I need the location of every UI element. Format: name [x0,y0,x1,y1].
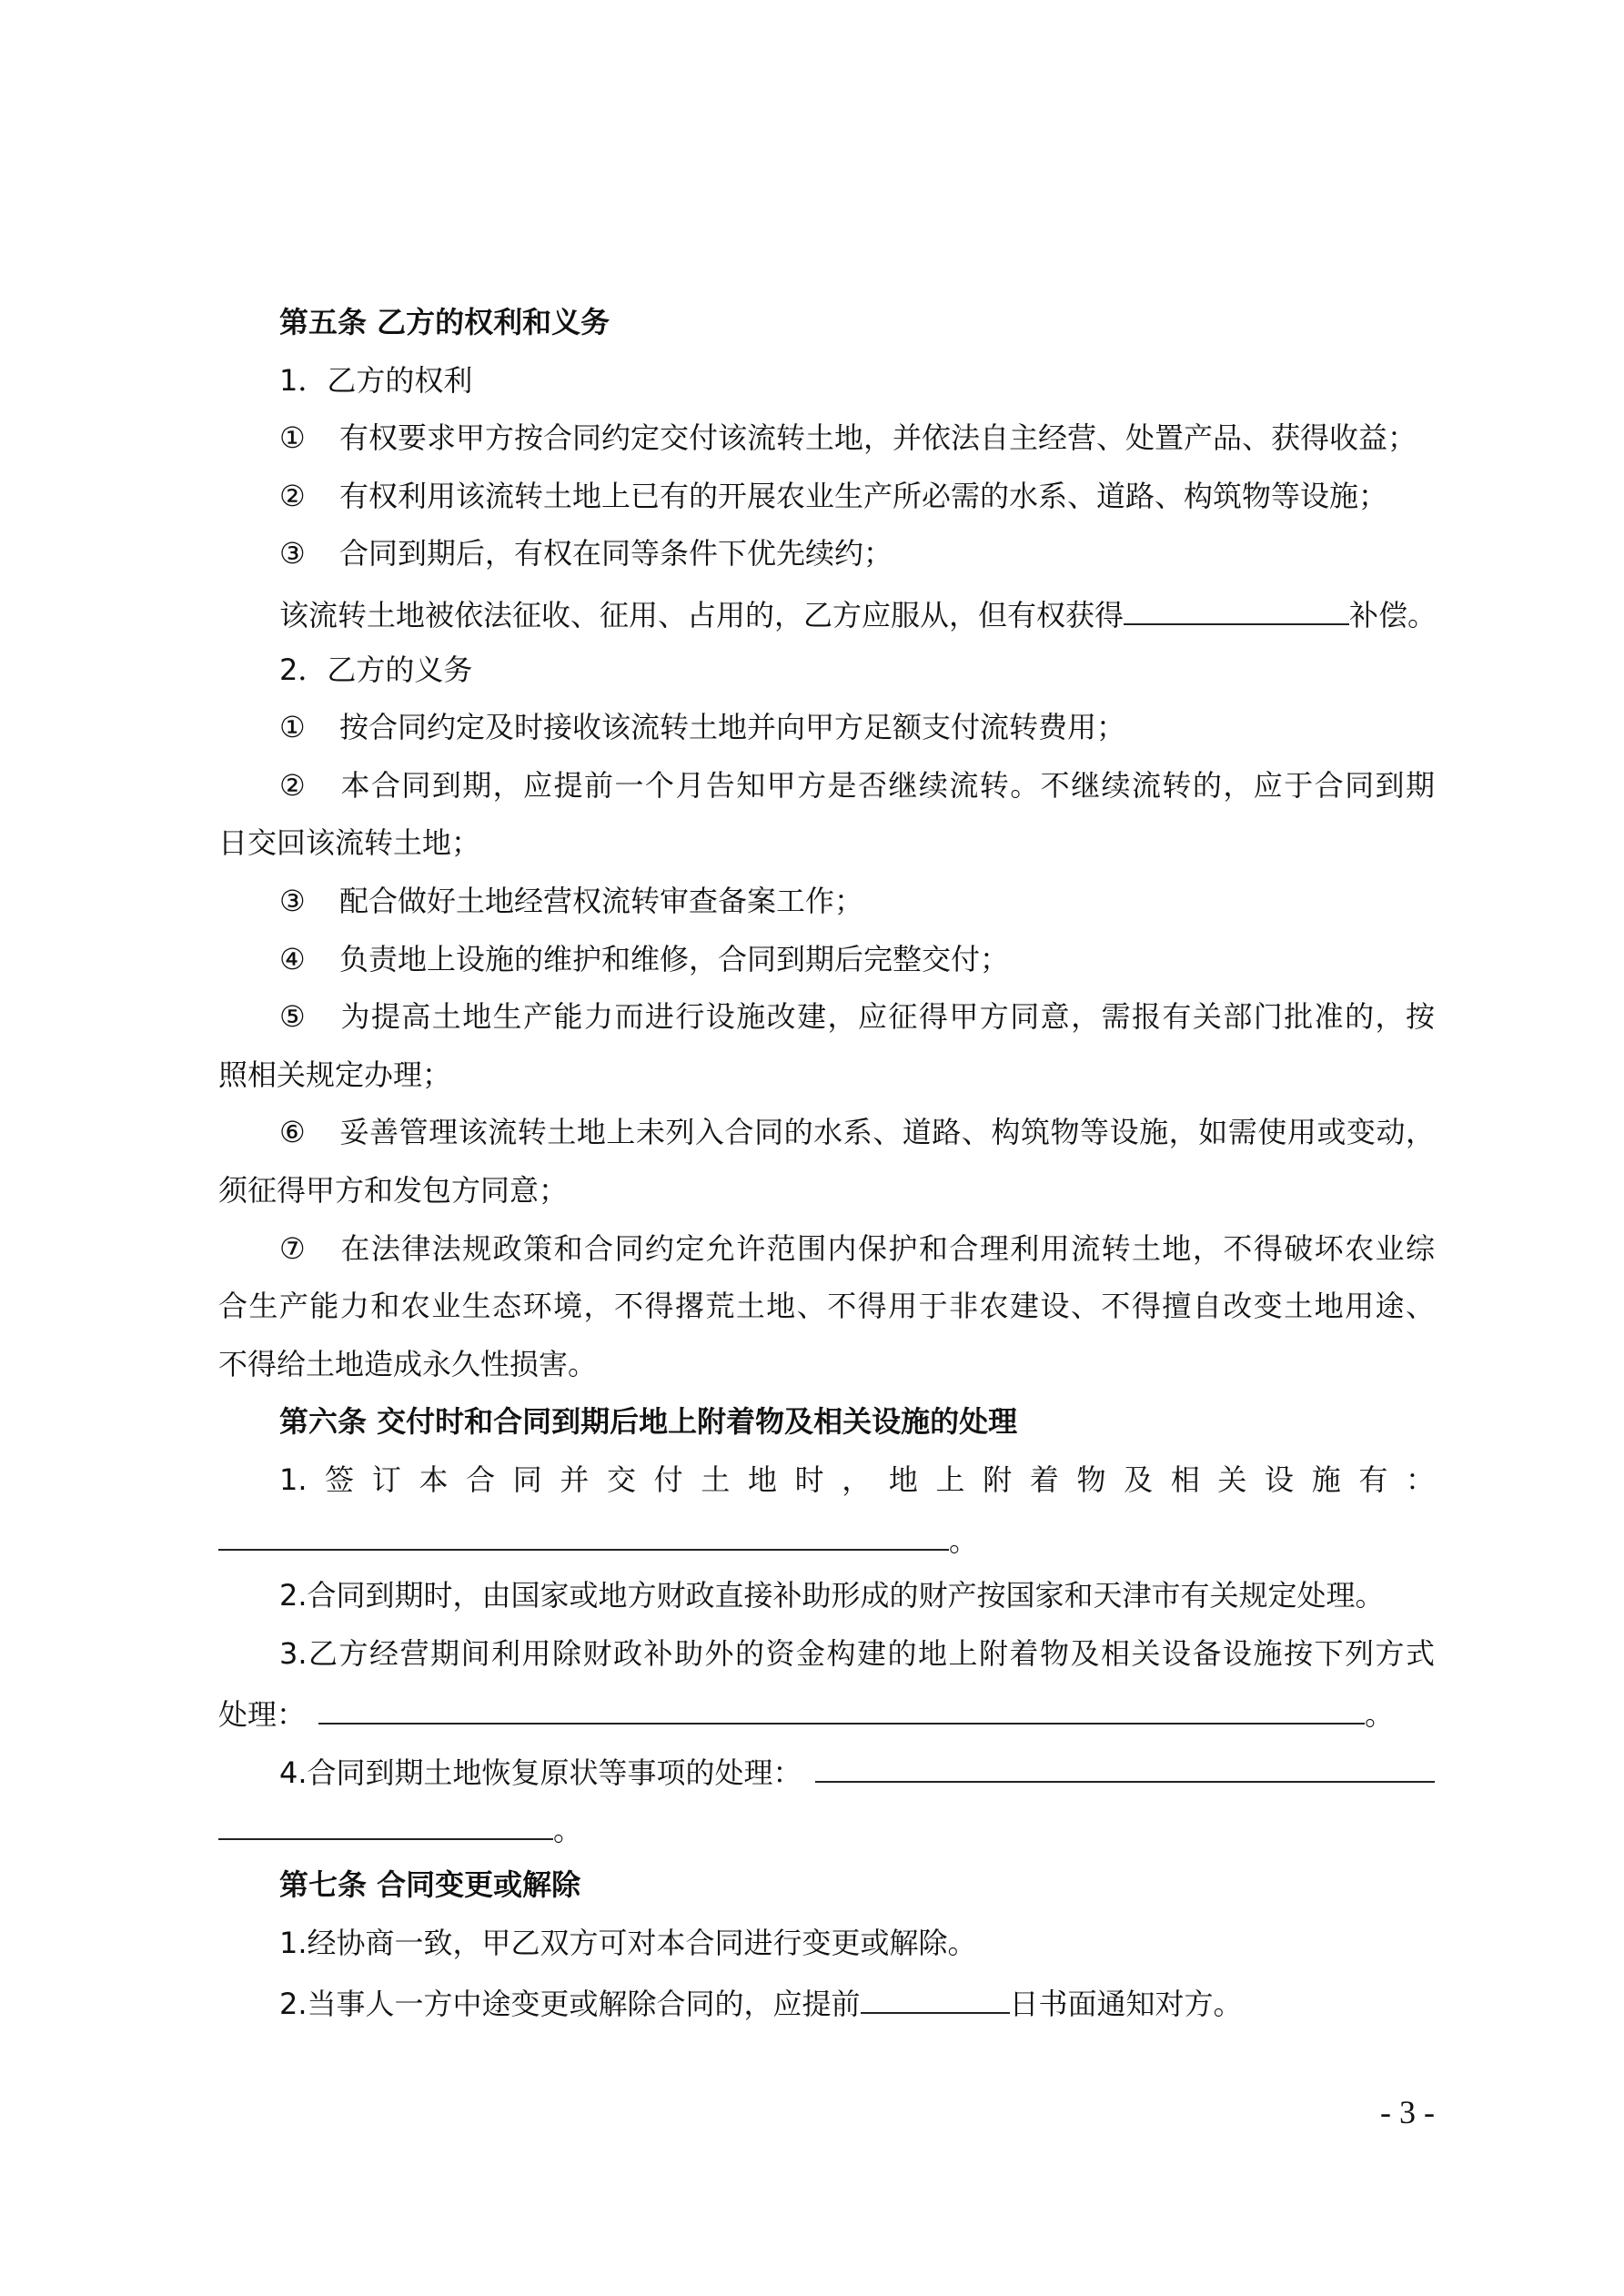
item-number: ① [279,710,306,745]
fill-blank[interactable] [218,1798,553,1840]
item-text: 有权利用该流转土地上已有的开展农业生产所必需的水系、道路、构筑物等设施； [339,478,1388,513]
duty-item-6 [218,1104,1435,1162]
item-number: ④ [279,941,306,976]
item-text: 合同到期后，有权在同等条件下优先续约； [339,536,893,571]
item-text: 配合做好土地经营权流转审查备案工作； [339,883,864,918]
period: 。 [949,1523,979,1559]
fill-blank[interactable] [1124,583,1349,625]
duty-item-1 [218,699,1435,757]
duty-item-2 [218,757,1435,815]
duty-item-7 [218,1220,1435,1279]
item-number: ② [279,767,306,803]
item-number: ⑥ [279,1115,306,1150]
fill-blank[interactable] [218,1509,949,1551]
right-item-1 [218,410,1435,468]
item-text: 补偿。 [1349,597,1437,632]
page-number: - 3 - [1380,2094,1435,2130]
article-6-heading: 第六条 交付时和合同到期后地上附着物及相关设施的处理 [279,1404,1018,1440]
duty-item-3 [218,873,1435,931]
right-item-4 [218,583,1435,642]
duty-item-7-cont-2: 不得给土地造成永久性损害。 [218,1346,598,1381]
item-text: 在法律法规政策和合同约定允许范围内保护和合理利用流转土地，不得破坏农业综 [339,1230,1435,1266]
art7-item-1: 1.经协商一致，甲乙双方可对本合同进行变更或解除。 [279,1925,977,1960]
item-number: ⑤ [279,999,306,1035]
item-number: ② [279,478,306,513]
item-text: 2.当事人一方中途变更或解除合同的，应提前 [279,1987,861,2022]
item-number: ① [279,420,306,456]
item-number: ③ [279,536,306,571]
right-item-2 [218,468,1435,526]
duty-item-5-cont: 照相关规定办理； [218,1057,452,1092]
art6-item-1-blank-line [218,1509,1435,1567]
item-text: 为提高土地生产能力而进行设施改建，应征得甲方同意，需报有关部门批准的，按 [339,999,1435,1035]
article-5-heading: 第五条 乙方的权利和义务 [279,305,610,339]
period: 。 [1365,1697,1395,1733]
duty-item-7-cont: 合生产能力和农业生态环境，不得撂荒土地、不得用于非农建设、不得擅自改变土地用途、 [218,1289,1435,1324]
duty-item-2-cont: 日交回该流转土地； [218,825,481,861]
item-text: 本合同到期，应提前一个月告知甲方是否继续流转。不继续流转的，应于合同到期 [339,767,1435,803]
item-text: 处理： [218,1697,307,1733]
article-7-heading: 第七条 合同变更或解除 [279,1867,581,1903]
item-number: ③ [279,883,306,918]
item-text: 按合同约定及时接收该流转土地并向甲方足额支付流转费用； [339,710,1126,745]
right-item-3 [218,525,1435,583]
art6-item-2: 2.合同到期时，由国家或地方财政直接补助形成的财产按国家和天津市有关规定处理。 [279,1578,1385,1613]
item-text: 4.合同到期土地恢复原状等事项的处理： [279,1755,802,1790]
art6-item-4 [218,1741,1435,1799]
duty-item-6-cont: 须征得甲方和发包方同意； [218,1172,569,1208]
fill-blank[interactable] [815,1741,1435,1783]
duty-item-4 [218,931,1435,989]
duties-subheading: 2．乙方的义务 [279,652,473,687]
fill-blank[interactable] [318,1683,1365,1725]
item-text: 妥善管理该流转土地上未列入合同的水系、道路、构筑物等设施，如需使用或变动， [339,1115,1435,1150]
item-text: 有权要求甲方按合同约定交付该流转土地，并依法自主经营、处置产品、获得收益； [339,420,1417,456]
period: 。 [553,1813,583,1848]
art6-item-3-cont [218,1683,1435,1741]
item-text: 日书面通知对方。 [1009,1987,1243,2022]
art7-item-2 [218,1972,1435,2030]
item-number: ⑦ [279,1230,306,1266]
duty-item-5 [218,988,1435,1047]
item-text: 该流转土地被依法征收、征用、占用的，乙方应服从，但有权获得 [279,597,1125,632]
item-text: 负责地上设施的维护和维修，合同到期后完整交付； [339,941,1010,976]
rights-subheading: 1．乙方的权利 [279,362,473,398]
art6-item-4-cont [218,1798,1435,1856]
art6-item-1: 1.签订本合同并交付土地时，地上附着物及相关设施有： [279,1462,1435,1497]
art6-item-3: 3.乙方经营期间利用除财政补助外的资金构建的地上附着物及相关设备设施按下列方式 [279,1635,1435,1671]
fill-blank[interactable] [861,1972,1010,2014]
contract-page-body [218,294,1435,2030]
